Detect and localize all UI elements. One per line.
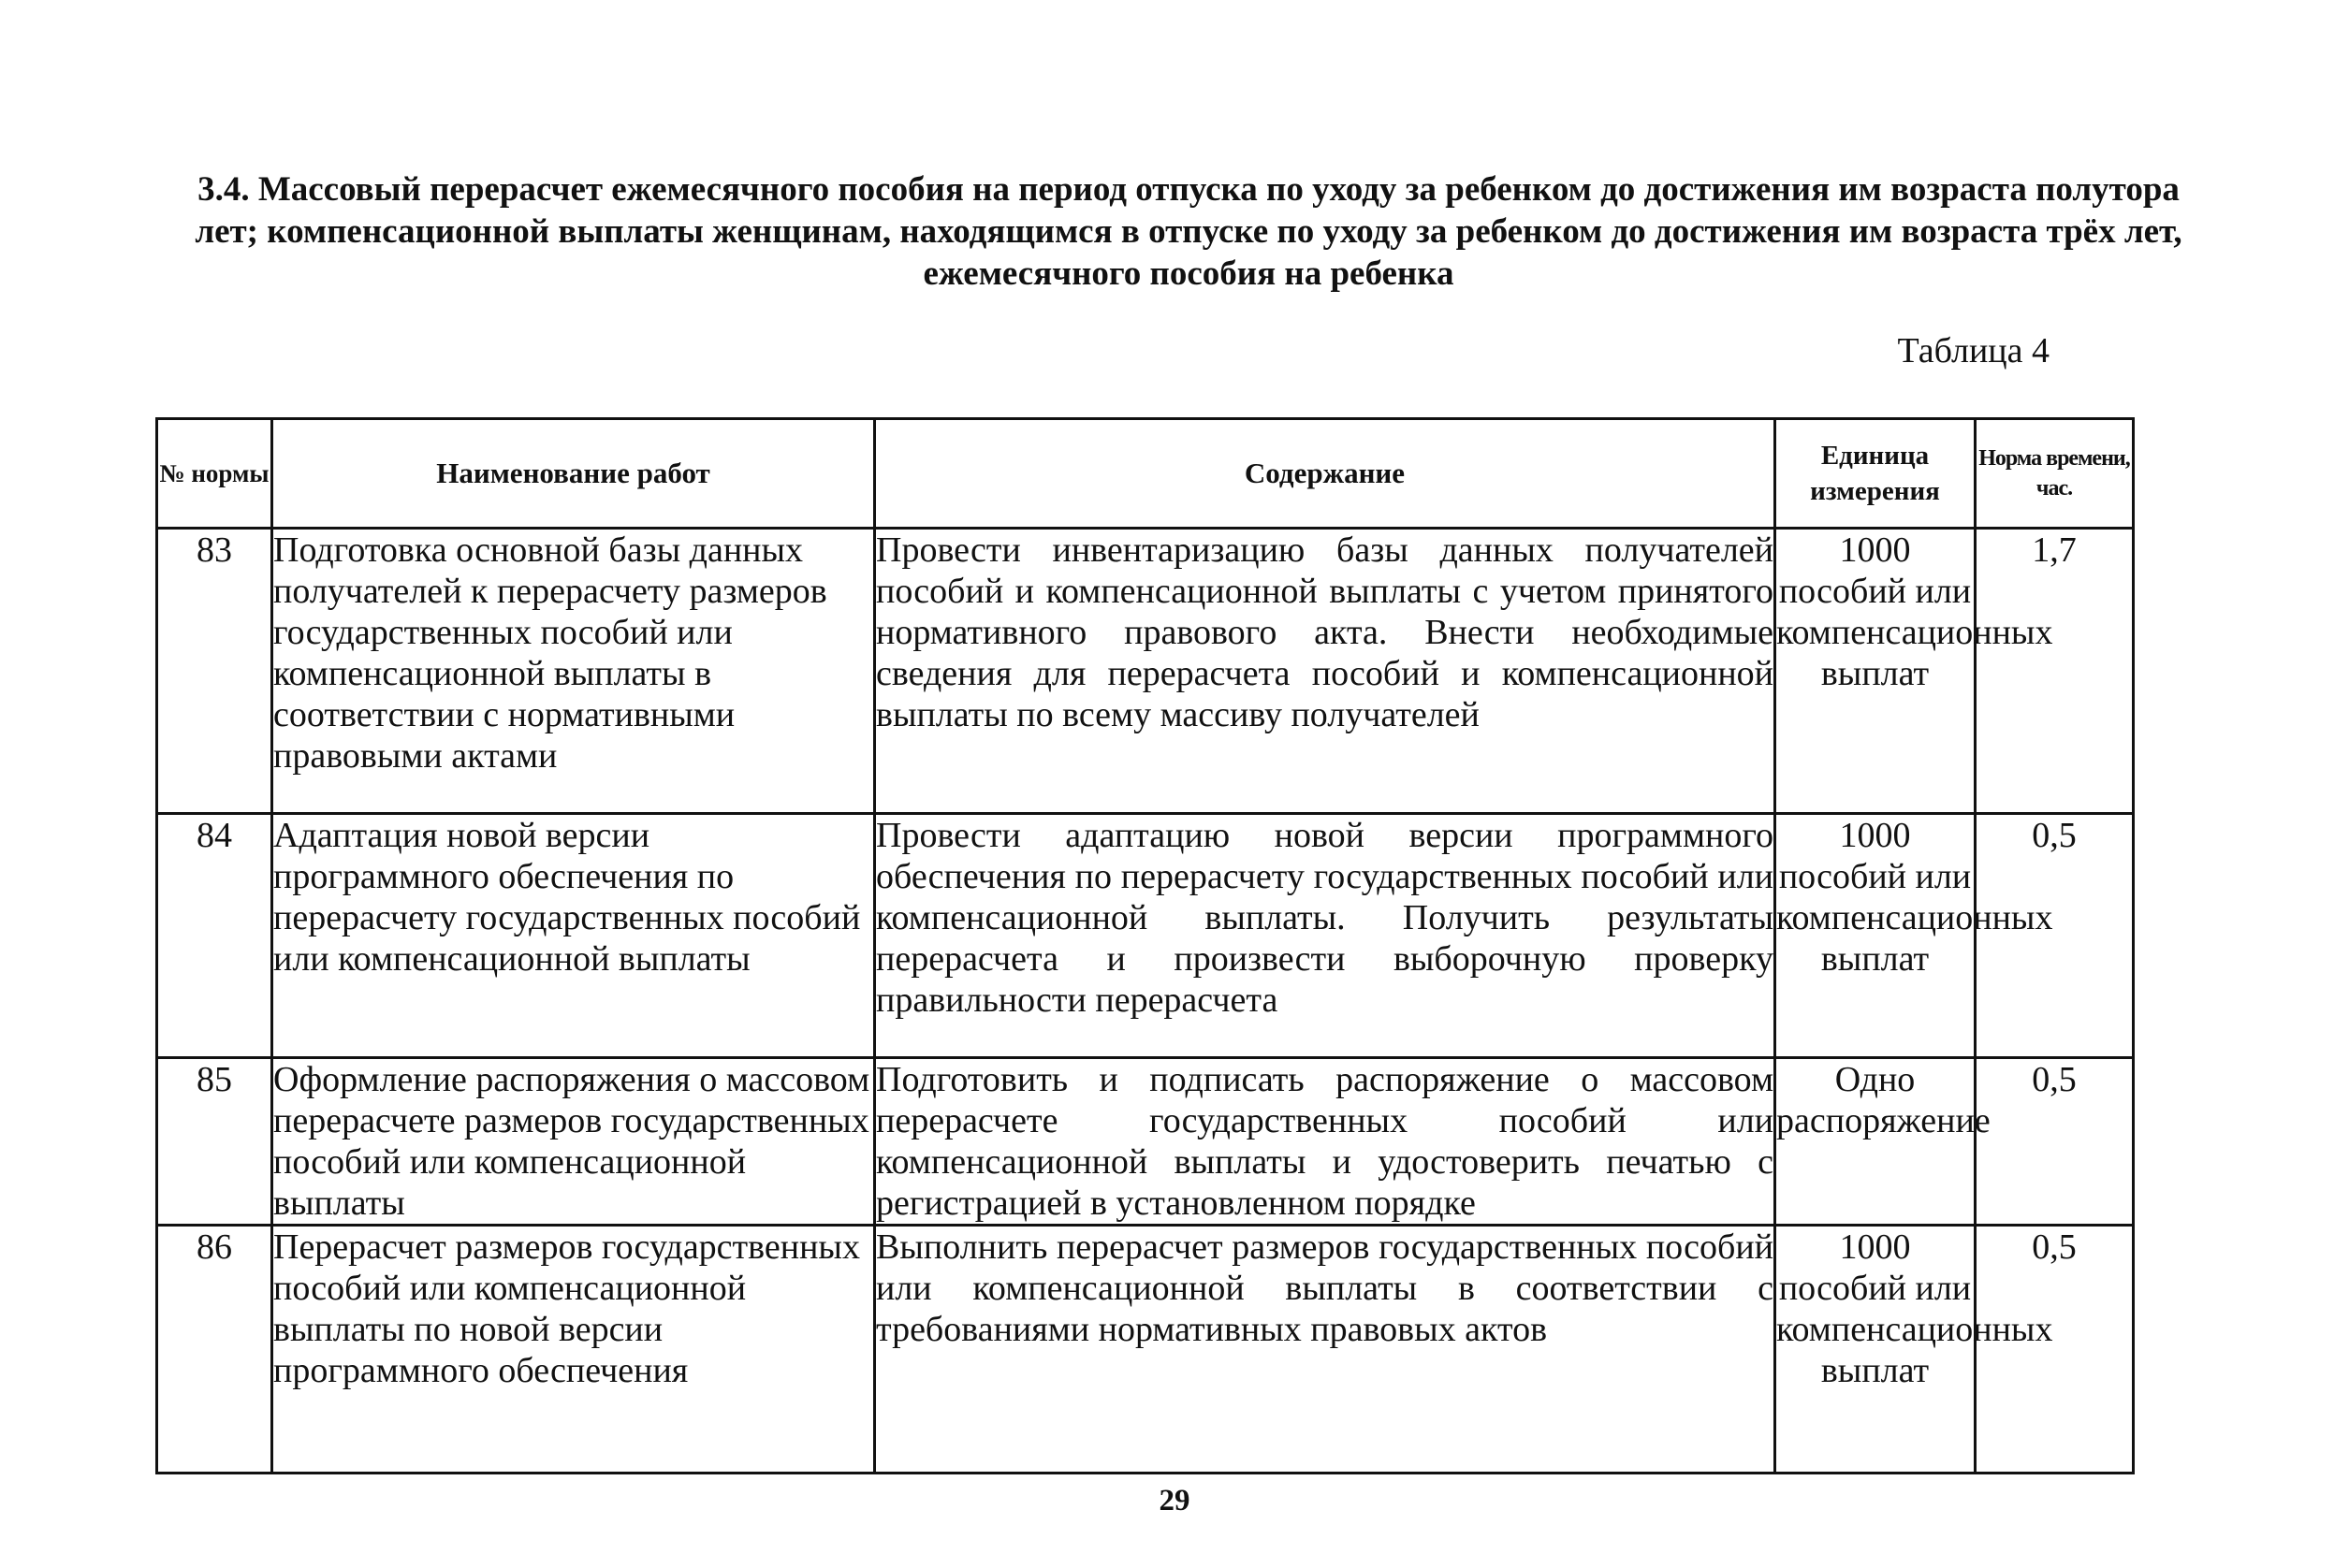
cell-norm-number: 84 xyxy=(157,814,272,1058)
header-unit: Единица измерения xyxy=(1775,419,1976,529)
cell-content: Выполнить перерасчет размеров государственных пособий или компенсационной выплаты в соответствии с требованиями нормативных правовых актов xyxy=(875,1226,1775,1474)
cell-content: Подготовить и подписать распоряжение о массовом перерасчете государственных пособий или компенсационной выплаты и удостоверить печатью с регистрацией в установленном порядке xyxy=(875,1058,1775,1226)
cell-norm-number: 83 xyxy=(157,529,272,814)
section-title: 3.4. Массовый перерасчет ежемесячного пособия на период отпуска по уходу за ребенком до достижения им возраста полутора лет; компенсационной выплаты женщинам, находящимся в отпуске по уходу за ребенком до достижения им возраста трёх лет, ежемесячного пособия на ребенка xyxy=(195,170,2182,293)
cell-content: Провести адаптацию новой версии программного обеспечения по перерасчету государственных пособий или компенсационной выплаты. Получить результаты перерасчета и произвести выборочную проверку правильности перерасчета xyxy=(875,814,1775,1058)
cell-time-norm: 0,5 xyxy=(1976,1058,2134,1226)
header-content: Содержание xyxy=(875,419,1775,529)
cell-time-norm: 1,7 xyxy=(1976,529,2134,814)
cell-unit: 1000 пособий или компенсационных выплат xyxy=(1775,1226,1976,1474)
cell-unit: Одно распоряжение xyxy=(1775,1058,1976,1226)
header-norm-number: № нормы xyxy=(157,419,272,529)
header-time-norm: Норма времени, час. xyxy=(1976,419,2134,529)
page-number: 29 xyxy=(1159,1484,1190,1517)
table-row xyxy=(157,1058,2134,1226)
cell-work-name: Оформление распоряжения о массовом перерасчете размеров государственных пособий или компенсационной выплаты xyxy=(272,1058,875,1226)
cell-norm-number: 86 xyxy=(157,1226,272,1474)
table-row xyxy=(157,529,2134,814)
header-work-name: Наименование работ xyxy=(272,419,875,529)
norms-table xyxy=(155,417,2135,1474)
cell-work-name: Адаптация новой версии программного обеспечения по перерасчету государственных пособий или компенсационной выплаты xyxy=(272,814,875,1058)
table-header-row xyxy=(157,419,2134,529)
cell-unit: 1000 пособий или компенсационных выплат xyxy=(1775,814,1976,1058)
table-row xyxy=(157,814,2134,1058)
table-caption: Таблица 4 xyxy=(1897,331,2050,370)
cell-unit: 1000 пособий или компенсационных выплат xyxy=(1775,529,1976,814)
cell-content: Провести инвентаризацию базы данных получателей пособий и компенсационной выплаты с учетом принятого нормативного правового акта. Внести необходимые сведения для перерасчета пособий и компенсационной выплаты по всему массиву получателей xyxy=(875,529,1775,814)
cell-norm-number: 85 xyxy=(157,1058,272,1226)
cell-time-norm: 0,5 xyxy=(1976,814,2134,1058)
cell-time-norm: 0,5 xyxy=(1976,1226,2134,1474)
table-row xyxy=(157,1226,2134,1474)
cell-work-name: Подготовка основной базы данных получателей к перерасчету размеров государственных пособий или компенсационной выплаты в соответствии с нормативными правовыми актами xyxy=(272,529,875,814)
cell-work-name: Перерасчет размеров государственных пособий или компенсационной выплаты по новой версии программного обеспечения xyxy=(272,1226,875,1474)
